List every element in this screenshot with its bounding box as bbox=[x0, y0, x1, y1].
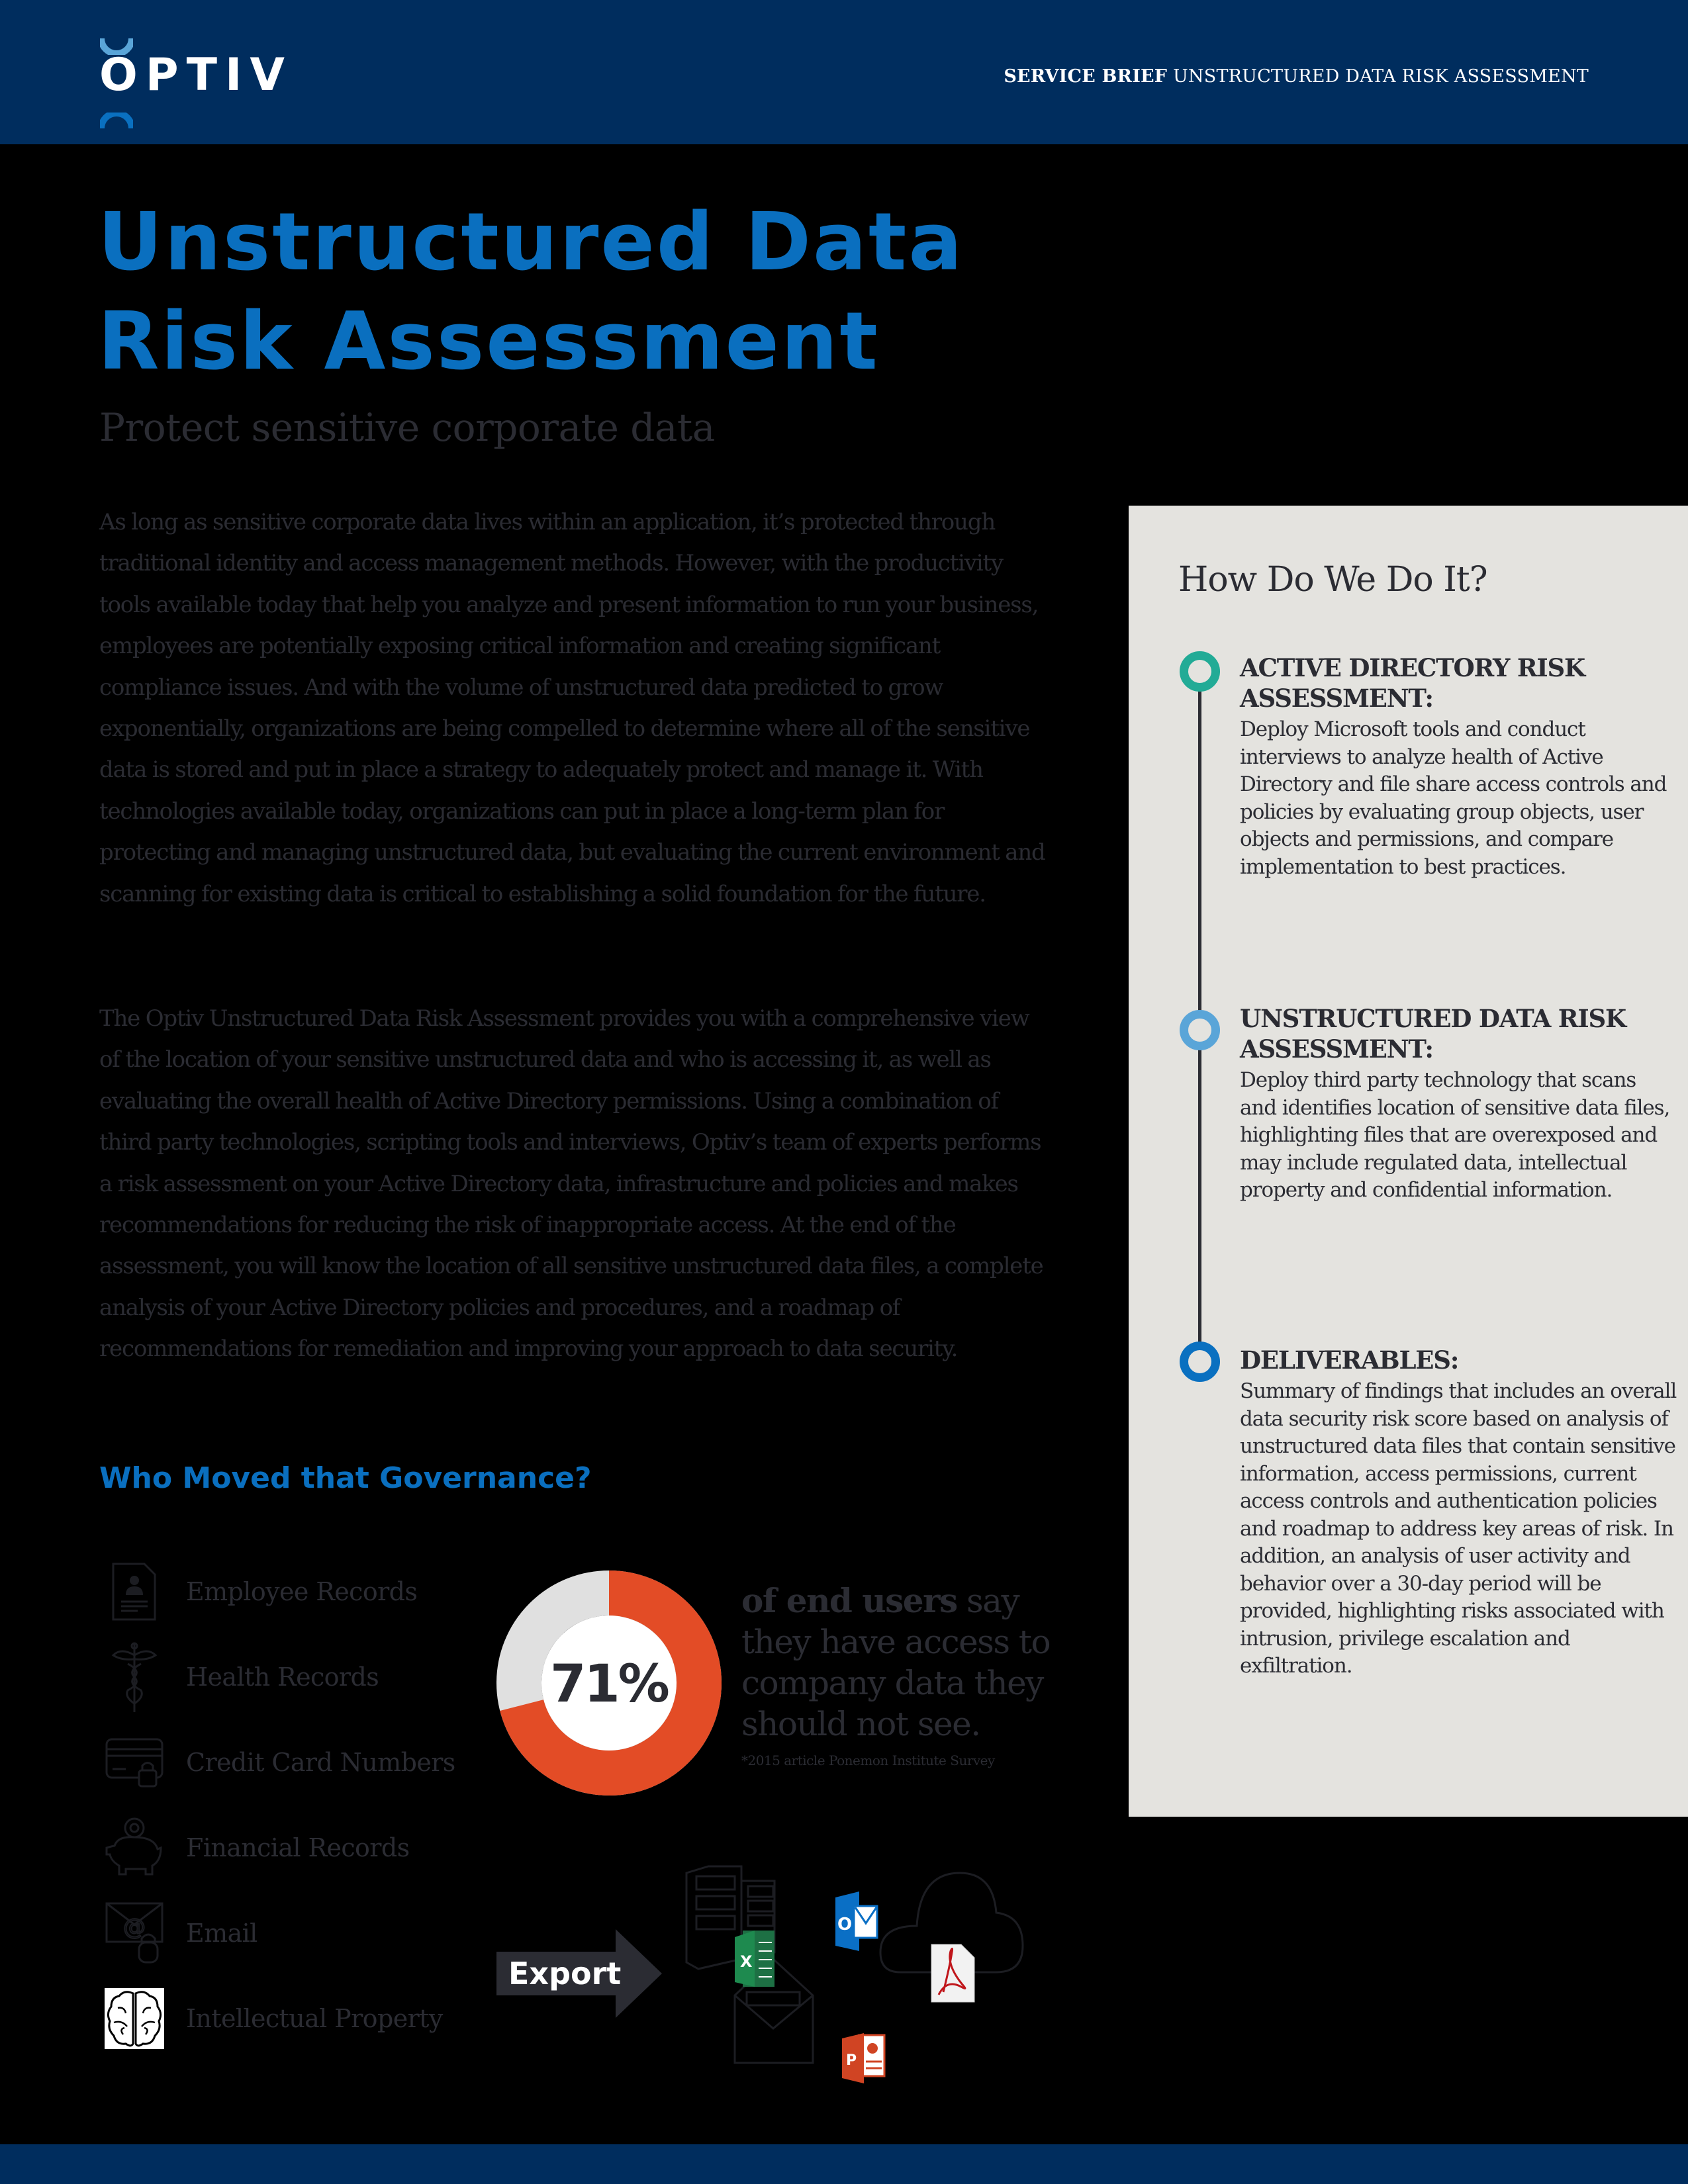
piggy-bank-icon bbox=[103, 1816, 166, 1880]
list-item bbox=[103, 1805, 473, 1890]
brief-label: SERVICE BRIEF bbox=[1004, 66, 1168, 87]
data-type-label: Employee Records bbox=[186, 1576, 418, 1606]
list-item bbox=[103, 1976, 473, 2061]
assessment-paragraph: The Optiv Unstructured Data Risk Assessment provides you with a comprehensive view of the location of your sensitive unstructured data and who is accessing it, as well as evaluating the overall health of Active Directory permissions. Using a combination of third party technologies, scripting tools and interviews, Optiv’s team of experts performs a risk assessment on your Active Directory data, infrastructure and policies and makes recommendations for reducing the risk of inappropriate access. At the end of the assessment, you will know the location of all sensitive unstructured data files, a complete analysis of your Active Directory policies and procedures, and a roadmap of recommendations for remediation and improving your approach to data security. bbox=[99, 1005, 1043, 1363]
stat-rest-text: say they have access to company data they should not see. bbox=[741, 1582, 1051, 1743]
logo-arc-bottom-icon bbox=[100, 113, 133, 128]
data-type-label: Intellectual Property bbox=[186, 2003, 443, 2033]
governance-heading: Who Moved that Governance? bbox=[99, 1461, 592, 1495]
intro-paragraph: As long as sensitive corporate data lives within an application, it’s protected through traditional identity and access management methods. However, with the productivity tools available today that help you analyze and present information to run your business, employees are potentially exposing critical information and creating significant compliance issues. And with the volume of unstructured data predicted to grow exponentially, organizations are being compelled to determine where all of the sensitive data is stored and put in place a strategy to adequately protect and manage it. With technologies available today, organizations can put in place a long-term plan for protecting and managing unstructured data, but evaluating the current environment and scanning for existing data is critical to establishing a solid foundation for the future. bbox=[99, 509, 1045, 907]
svg-text:O: O bbox=[837, 1915, 853, 1934]
outlook-icon bbox=[835, 1891, 877, 1951]
stat-footnote: *2015 article Ponemon Institute Survey bbox=[741, 1752, 995, 1768]
list-item bbox=[103, 1549, 473, 1634]
svg-text:P: P bbox=[846, 2052, 857, 2069]
timeline-item-unstructured-risk bbox=[1240, 1003, 1677, 1205]
optiv-logo bbox=[99, 38, 293, 116]
timeline-item-heading: UNSTRUCTURED DATA RISK ASSESSMENT: bbox=[1240, 1004, 1626, 1064]
svg-text:X: X bbox=[740, 1952, 753, 1971]
how-we-do-it-panel bbox=[1129, 506, 1688, 1817]
page-title-line1: Unstructured Data bbox=[98, 197, 964, 289]
page-subtitle: Protect sensitive corporate data bbox=[99, 405, 715, 450]
email-lock-icon bbox=[103, 1901, 166, 1965]
page-title-line2: Risk Assessment bbox=[98, 296, 880, 388]
employee-record-icon bbox=[103, 1560, 166, 1623]
credit-card-lock-icon bbox=[103, 1731, 166, 1794]
timeline-item-deliverables bbox=[1240, 1345, 1677, 1680]
page-title bbox=[98, 193, 964, 392]
panel-title: How Do We Do It? bbox=[1178, 560, 1487, 600]
export-label: Export bbox=[508, 1956, 622, 1991]
excel-icon bbox=[735, 1931, 774, 1987]
data-type-label: Credit Card Numbers bbox=[186, 1747, 455, 1777]
export-destinations-graphic bbox=[662, 1853, 1033, 2091]
timeline-item-ad-risk bbox=[1240, 653, 1677, 881]
powerpoint-icon bbox=[842, 2033, 884, 2083]
timeline-item-body: Deploy Microsoft tools and conduct interviews to analyze health of Active Directory and file share access controls and policies by evaluating group objects, user objects and permissions, and compare implementation to best practices. bbox=[1240, 717, 1667, 879]
stat-strong-text: of end users bbox=[741, 1581, 957, 1620]
timeline-item-heading: DELIVERABLES: bbox=[1240, 1345, 1459, 1375]
timeline-item-body: Deploy third party technology that scans and identifies location of sensitive data files, highlighting files that are overexposed and may include regulated data, intellectual property and confidential information. bbox=[1240, 1068, 1670, 1202]
stat-statement bbox=[741, 1580, 1053, 1745]
timeline-item-body: Summary of findings that includes an overall data security risk score based on analysis of unstructured data files that contain sensitive information, access permissions, current access controls and authentication policies and roadmap to address key areas of risk. In addition, an analysis of user activity and behavior over a 30-day period will be provided, highlighting risks associated with intrusion, privilege escalation and exfiltration. bbox=[1240, 1379, 1677, 1678]
timeline-item-heading: ACTIVE DIRECTORY RISK ASSESSMENT: bbox=[1240, 653, 1585, 713]
caduceus-icon bbox=[103, 1645, 166, 1709]
list-item bbox=[103, 1634, 473, 1719]
page-header bbox=[0, 0, 1688, 144]
header-service-brief bbox=[1004, 66, 1589, 87]
data-type-list bbox=[103, 1549, 473, 2061]
timeline-marker-icon bbox=[1180, 1342, 1220, 1382]
logo-wordmark: OPTIV bbox=[99, 49, 293, 101]
data-type-label: Health Records bbox=[186, 1662, 379, 1692]
page-footer bbox=[0, 2144, 1688, 2184]
list-item bbox=[103, 1890, 473, 1976]
brain-icon bbox=[103, 1987, 166, 2050]
donut-percent-label: 71% bbox=[550, 1655, 668, 1714]
svg-text:@: @ bbox=[123, 1914, 146, 1940]
timeline-marker-icon bbox=[1180, 1010, 1220, 1050]
data-type-label: Email bbox=[186, 1918, 258, 1948]
list-item bbox=[103, 1719, 473, 1805]
timeline-marker-icon bbox=[1180, 651, 1220, 692]
brief-title: UNSTRUCTURED DATA RISK ASSESSMENT bbox=[1172, 66, 1589, 87]
data-type-label: Financial Records bbox=[186, 1833, 410, 1862]
pdf-icon bbox=[931, 1944, 974, 2002]
